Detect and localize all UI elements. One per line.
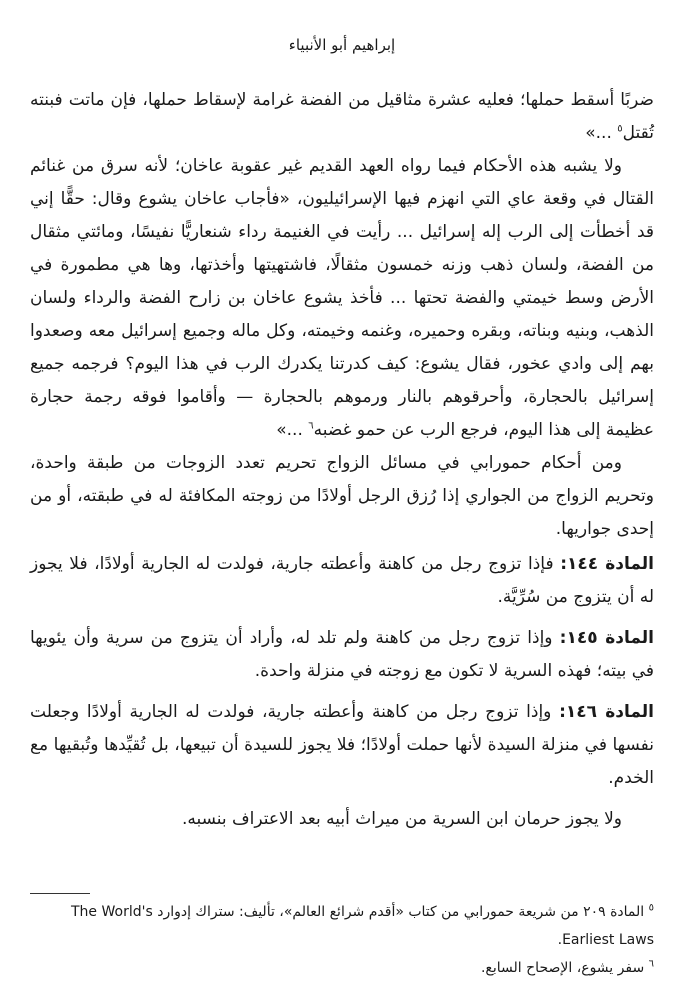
law-article <box>30 622 654 688</box>
paragraph-text: ولا يشبه هذه الأحكام فيما رواه العهد القديم غير عقوبة عاخان؛ لأنه سرق من غنائم القتال في وقعة عاي التي انهزم فيها الإسرائيليون، «فأجاب عاخان يشوع وقال: حقًّا إني قد أخطأت إلى الرب إله إسرائيل ... رأيت في الغنيمة رداء شنعاريًّا نفيسًا، ومائتي مثقال من الفضة، ولسان ذهب وزنه خمسون مثقالًا، فاشتهيتها وأخذتها، وها هي مطمورة في الأرض وسط خيمتي والفضة تحتها ... فأخذ يشوع عاخان بن زارح الفضة والرداء ولسان الذهب، وبنيه وبناته، وبقره وحميره، وغنمه وخيمته، وكل ماله وجميع إسرائيل معه وصعدوا بهم إلى وادي عخور، فقال يشوع: كيف كدرتنا يكدرك الرب في هذا اليوم؟ فرجمه جميع إسرائيل بالحجارة، وأحرقوهم بالنار ورموهم بالحجارة — وأقاموا فوقه رجمة حجارة عظيمة إلى هذا اليوم، فرجع الرب عن حمو غضبه <box>30 156 654 440</box>
closing-paragraph: ولا يجوز حرمان ابن السرية من ميراث أبيه بعد الاعتراف بنسبه. <box>181 809 622 829</box>
paragraph <box>30 447 654 546</box>
article-label: المادة ١٤٥: <box>559 628 654 648</box>
running-header: إبراهيم أبو الأنبياء <box>288 36 396 54</box>
footnote <box>30 954 654 982</box>
footnote-text: المادة ٢٠٩ من شريعة حمورابي من كتاب «أقدم شرائع العالم»، تأليف: ستراك إدوارد The World's Earliest Laws. <box>71 904 654 948</box>
article-text: وإذا تزوج رجل من كاهنة ولم تلد له، وأراد أن يتزوج من سرية وأن يئويها في بيته؛ فهذه السرية لا تكون مع زوجته في منزلة واحدة. <box>30 628 654 681</box>
article-text: وإذا تزوج رجل من كاهنة وأعطته جارية، فولدت له الجارية أولادًا وجعلت نفسها في منزلة السيدة لأنها حملت أولادًا؛ فلا يجوز للسيدة أن تبيعها، بل تُقيِّدها وتُبقيها مع الخدم. <box>30 702 654 788</box>
paragraph <box>30 150 654 447</box>
article-label: المادة ١٤٦: <box>559 702 655 722</box>
footnote <box>30 898 654 954</box>
article-text: فإذا تزوج رجل من كاهنة وأعطته جارية، فولدت له الجارية أولادًا، فلا يجوز له أن يتزوج من سُرِّيَّة. <box>30 554 654 607</box>
paragraph-text: ومن أحكام حمورابي في مسائل الزواج تحريم تعدد الزوجات من طبقة واحدة، وتحريم الزواج من الجواري إذا رُزق الرجل أولادًا من زوجته المكافئة له في طبقته، أو من إحدى جواريها. <box>30 453 654 539</box>
footnote-number: ٥ <box>648 902 654 914</box>
paragraph <box>30 84 654 150</box>
paragraph-tail: ...» <box>276 420 309 440</box>
body-text <box>30 84 654 836</box>
footnote-ref[interactable]: ٥ <box>617 123 623 135</box>
footnote-text: سفر يشوع، الإصحاح السابع. <box>480 960 645 976</box>
paragraph-text: ضربًا أسقط حملها؛ فعليه عشرة مثاقيل من الفضة غرامة لإسقاط حملها، فإن ماتت فبنته تُقتل <box>30 90 654 143</box>
article-label: المادة ١٤٤: <box>560 554 655 574</box>
paragraph-tail: ...» <box>585 123 618 143</box>
footnotes <box>30 898 654 982</box>
law-article <box>30 548 654 614</box>
law-article <box>30 696 654 795</box>
footnote-ref[interactable]: ٦ <box>308 420 314 432</box>
footnote-number: ٦ <box>648 958 654 970</box>
